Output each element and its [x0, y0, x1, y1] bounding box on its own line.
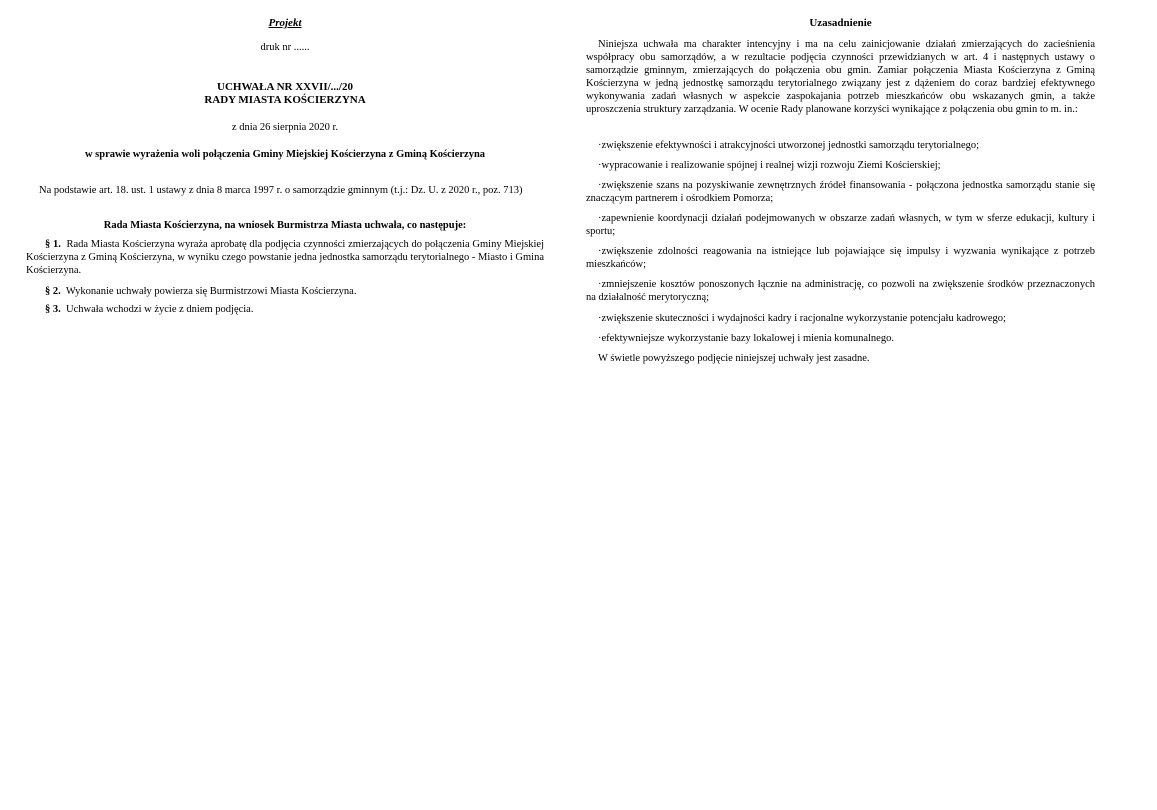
- paragraph-text: Uchwała wchodzi w życie z dniem podjęcia.: [66, 304, 254, 315]
- legal-basis: Na podstawie art. 18. ust. 1 ustawy z dnia 8 marca 1997 r. o samorządzie gminnym (t.j.: Dz. U. z 2020 r., poz. 713): [39, 185, 523, 196]
- paragraph-text: Rada Miasta Kościerzyna wyraża aprobatę dla podjęcia czynności zmierzających do połączenia Gminy Miejskiej Kościerzyna z Gminą Kościerzyna, w wyniku czego powstanie jedna jednostka samorządu terytorialnego - Miasto i Gmina Kościerzyna.: [26, 239, 545, 276]
- paragraph-1: [26, 238, 544, 277]
- resolution-subject: w sprawie wyrażenia woli połączenia Gminy Miejskiej Kościerzyna z Gminą Kościerzyna: [84, 149, 486, 160]
- justification-title: Uzasadnienie: [809, 17, 872, 29]
- draft-label: Projekt: [268, 17, 302, 29]
- paragraph-2: [26, 285, 544, 298]
- benefit-item: ·zwiększenie zdolności reagowania na istniejące lub pojawiające się impulsy i wyzwania wynikające z potrzeb mieszkańców;: [586, 246, 1095, 270]
- benefit-item: ·zwiększenie efektywności i atrakcyjności utworzonej jednostki samorządu terytorialnego;: [598, 140, 980, 151]
- benefit-item: ·zapewnienie koordynacji działań podejmowanych w obszarze zadań własnych, w tym w sferze edukacji, kultury i sportu;: [586, 213, 1095, 237]
- print-number: druk nr ......: [260, 42, 310, 53]
- council-decision: Rada Miasta Kościerzyna, na wniosek Burmistrza Miasta uchwała, co następuje:: [103, 220, 467, 231]
- benefit-item: ·zwiększenie szans na pozyskiwanie zewnętrznych źródeł finansowania - połączona jednostka samorządu stanie się znaczącym partnerem i ośrodkiem Pomorza;: [586, 180, 1095, 204]
- resolution-title: [26, 81, 544, 107]
- paragraph-number: § 3.: [45, 304, 61, 315]
- benefit-item: ·zwiększenie skuteczności i wydajności kadry i racjonalne wykorzystanie potencjału kadrowego;: [598, 313, 1006, 324]
- resolution-date: z dnia 26 sierpnia 2020 r.: [231, 122, 339, 133]
- benefit-item: ·efektywniejsze wykorzystanie bazy lokalowej i mienia komunalnego.: [598, 333, 894, 344]
- benefit-item: ·wypracowanie i realizowanie spójnej i realnej wizji rozwoju Ziemi Kościerskiej;: [598, 160, 941, 171]
- justification-intro: Niniejsza uchwała ma charakter intencyjny i ma na celu zainicjowanie działań zmierzających do zacieśnienia współpracy obu samorządów, a w rezultacie podjęcia czynności przewidzianych w art. 4 i następnych ustawy o samorządzie gminnym, zmierzających do połączenia obu gmin. Zamiar połączenia Miasta Kościerzyna z Gminą Kościerzyna w jedną jednostkę samorządu terytorialnego związany jest z dążeniem do coraz bardziej efektywnego wykonywania zadań własnych w aspekcie zaspokajania potrzeb mieszkańców obu wskazanych gmin, a także uproszczenia struktury zarządzania. W ocenie Rady planowane korzyści wynikające z połączenia obu gmin to m. in.:: [586, 39, 1095, 115]
- justification-conclusion: W świetle powyższego podjęcie niniejszej uchwały jest zasadne.: [598, 353, 870, 364]
- council-name: RADY MIASTA KOŚCIERZYNA: [204, 94, 366, 106]
- paragraph-number: § 1.: [45, 239, 61, 250]
- paragraph-number: § 2.: [45, 286, 61, 297]
- paragraph-text: Wykonanie uchwały powierza się Burmistrzowi Miasta Kościerzyna.: [65, 286, 357, 297]
- paragraph-3: [26, 303, 544, 316]
- resolution-number: UCHWAŁA NR XXVII/.../20: [217, 81, 353, 93]
- benefit-item: ·zmniejszenie kosztów ponoszonych łącznie na administrację, co pozwoli na zwiększenie środków przeznaczonych na działalność merytoryczną;: [586, 279, 1095, 303]
